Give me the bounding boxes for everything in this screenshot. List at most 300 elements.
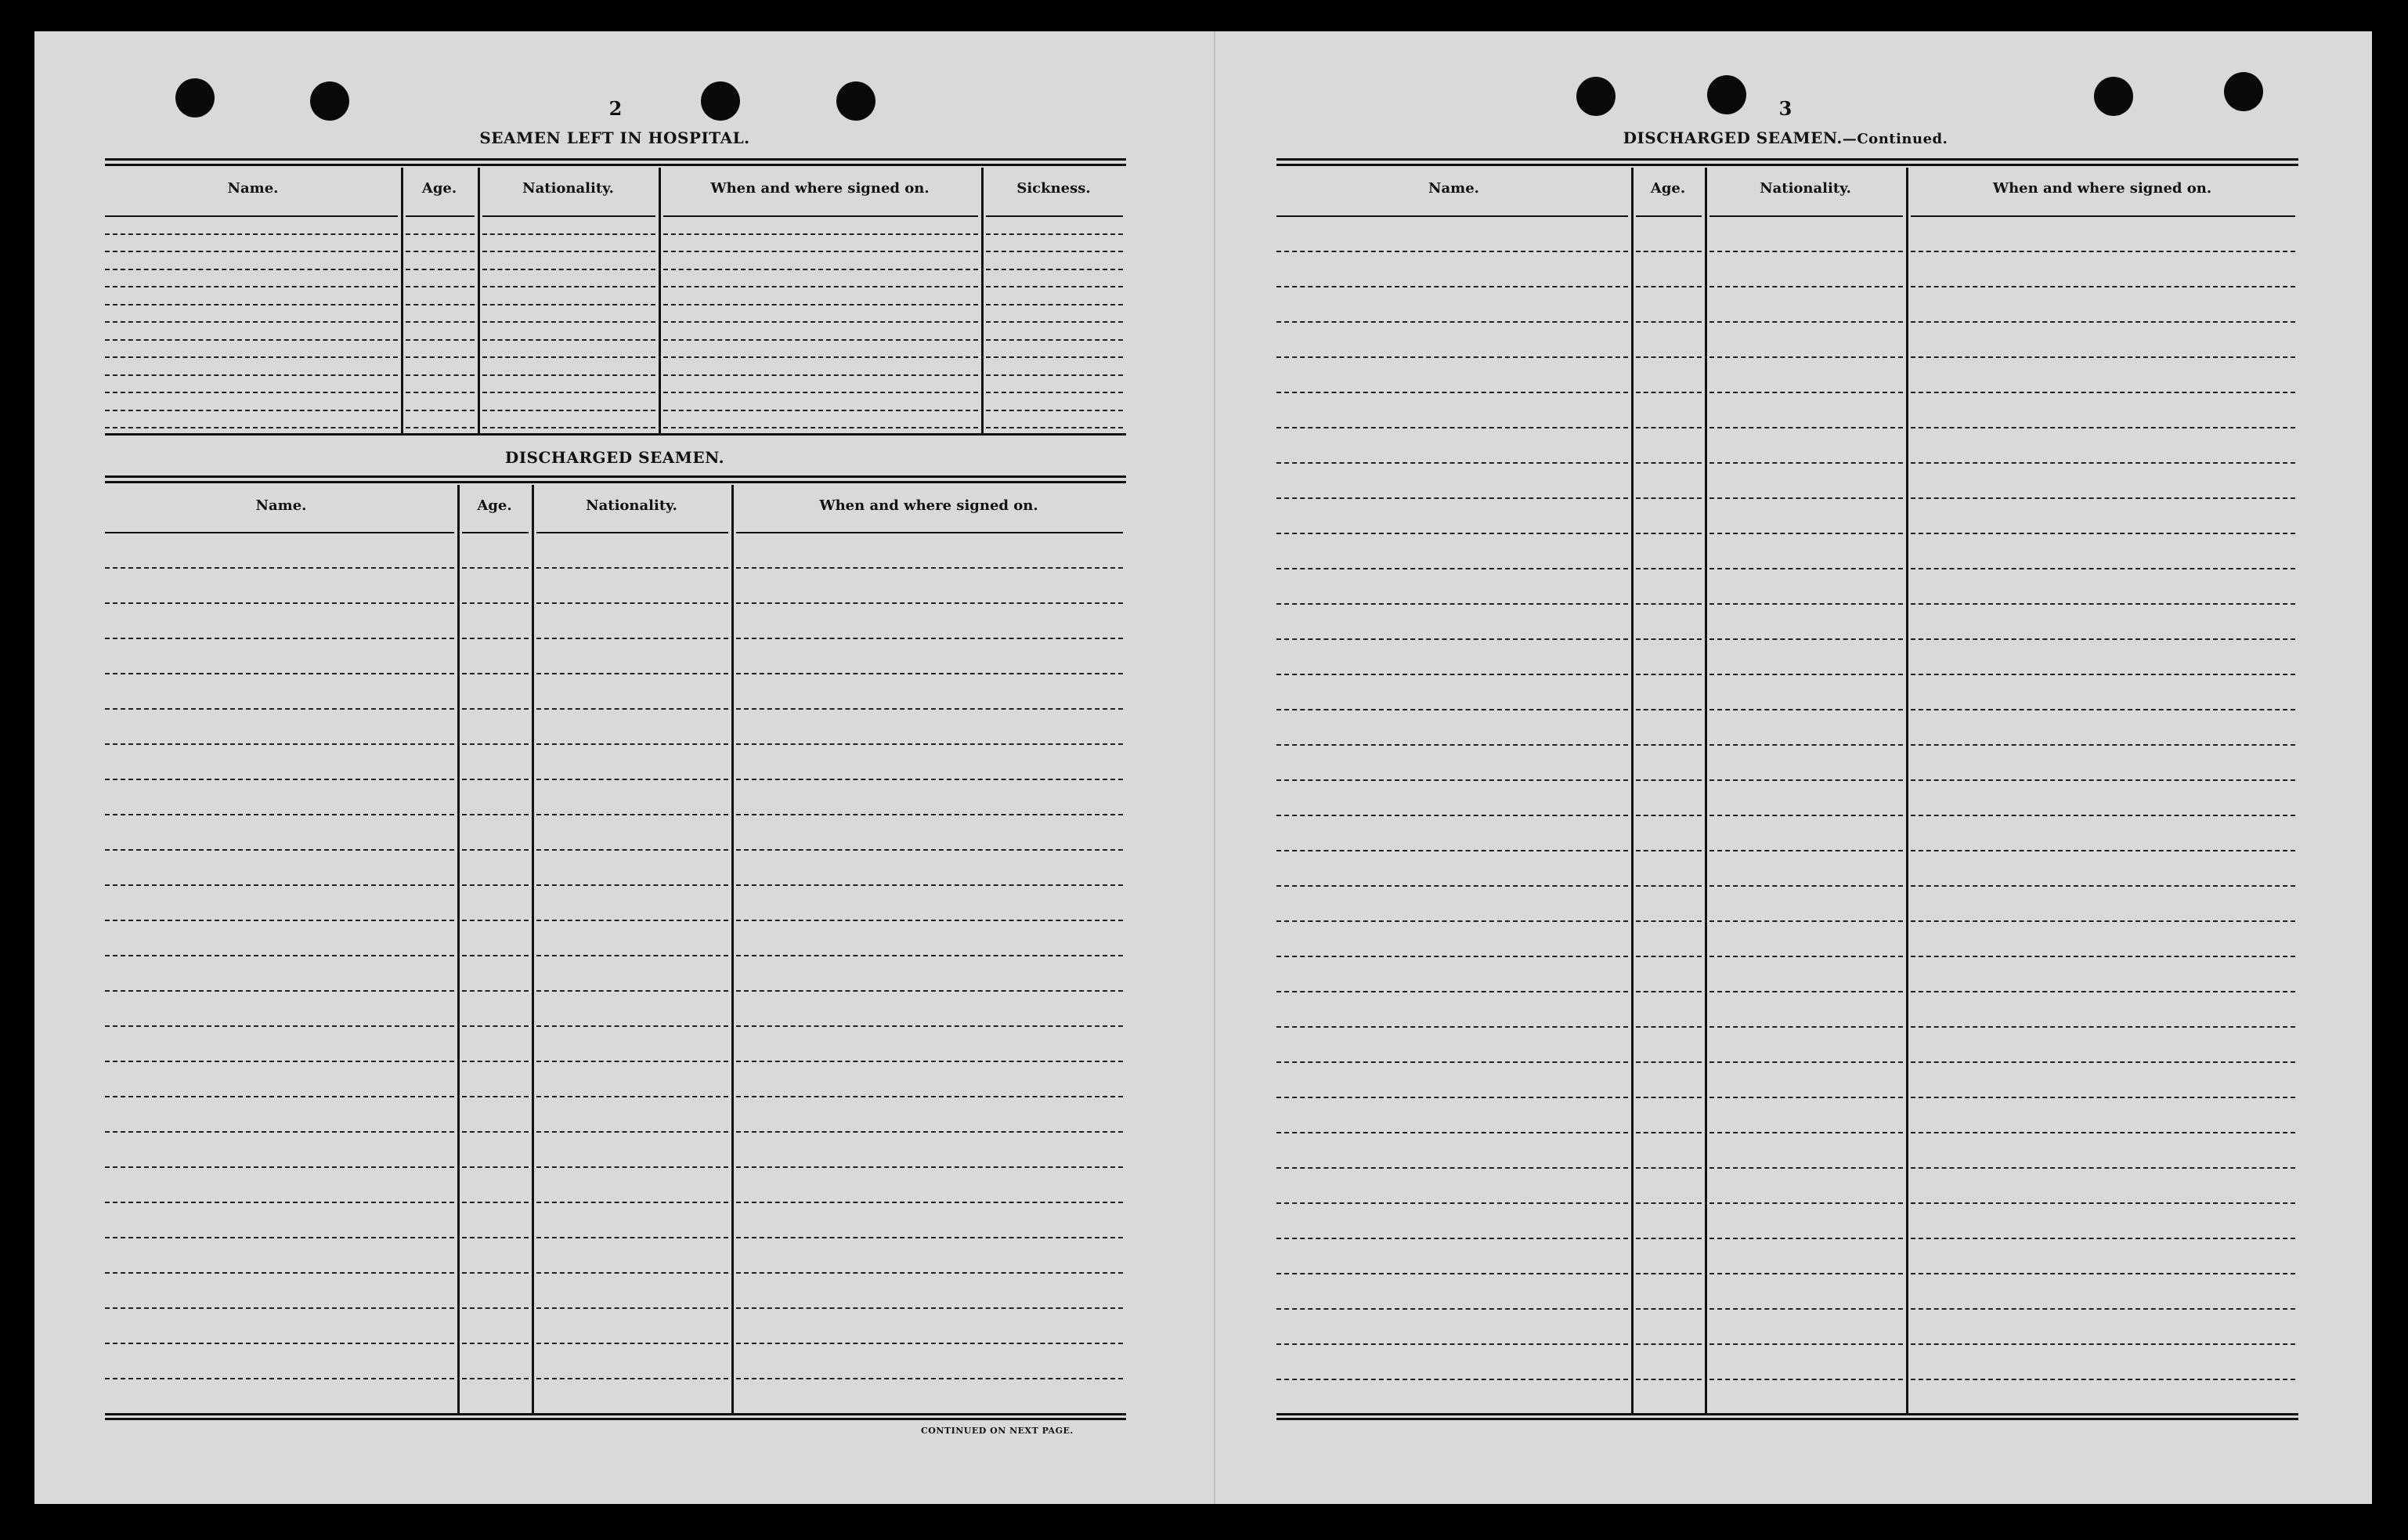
column-header: Nationality. [586,497,677,514]
entry-line [1636,850,1702,851]
entry-line [1911,1061,2295,1063]
entry-line [1636,1308,1702,1310]
entry-line [1636,991,1702,992]
entry-line [462,814,529,815]
entry-line [462,920,529,921]
entry-line [105,638,454,639]
entry-line [1911,1097,2295,1098]
entry-line [1911,603,2295,605]
entry-line [663,410,978,411]
entry-line [105,955,454,956]
entry-line [1911,568,2295,569]
entry-line [1911,392,2295,393]
entry-line [663,374,978,376]
entry-line [482,356,655,358]
entry-line [1911,1308,2295,1310]
entry-line [462,673,529,674]
entry-line [1276,462,1628,464]
entry-line [105,1307,454,1309]
entry-line [1911,533,2295,534]
entry-line [1911,885,2295,887]
entry-line [1636,1202,1702,1204]
entry-line [1911,1026,2295,1028]
entry-line [1709,321,1903,323]
bottom-rule [105,433,1126,436]
entry-line [1636,568,1702,569]
entry-line [1276,1379,1628,1380]
entry-line [1709,638,1903,640]
entry-line [462,743,529,745]
entry-line [1636,956,1702,957]
entry-line [1709,744,1903,746]
entry-line [736,1272,1123,1274]
entry-line [1636,744,1702,746]
bottom-rule [1276,1413,2298,1415]
entry-line [663,233,978,235]
column-header: Age. [477,497,512,514]
entry-line [1709,815,1903,816]
entry-line [105,1272,454,1274]
entry-line [1709,462,1903,464]
page-number-left: 2 [608,97,623,120]
entry-line [1636,497,1702,499]
entry-line [482,304,655,305]
column-header: Name. [255,497,307,514]
entry-line [986,374,1123,376]
entry-line [482,233,655,235]
entry-line [1276,920,1628,922]
entry-line [462,1237,529,1238]
column-header: When and where signed on. [819,497,1038,514]
entry-line [986,339,1123,341]
entry-line [1709,603,1903,605]
entry-line [1276,1273,1628,1274]
entry-line [105,602,454,604]
entry-line [536,602,728,604]
entry-line [536,1131,728,1133]
entry-line [1709,497,1903,499]
entry-line [1911,920,2295,922]
entry-line [736,1096,1123,1097]
entry-line [105,321,398,323]
entry-line [1636,356,1702,358]
entry-line [736,920,1123,921]
entry-line [105,1237,454,1238]
entry-line [663,286,978,287]
entry-line [736,779,1123,780]
entry-line [105,427,398,428]
entry-line [1276,1167,1628,1169]
entry-line [462,1131,529,1133]
entry-line [1709,1238,1903,1239]
top-rule [105,164,1126,166]
entry-line [986,427,1123,428]
header-underline [536,532,728,533]
bottom-rule [1276,1418,2298,1420]
binder-hole [836,81,875,121]
entry-line [536,1272,728,1274]
entry-line [736,990,1123,992]
column-header: When and where signed on. [710,180,930,197]
column-header: Name. [1428,180,1479,197]
entry-line [105,708,454,710]
entry-line [1636,1167,1702,1169]
entry-line [1911,779,2295,781]
entry-line [536,1096,728,1097]
discharged-section-title-right [1590,128,1981,147]
binder-hole [1707,75,1746,114]
entry-line [736,1025,1123,1027]
entry-line [406,374,475,376]
binder-hole [2094,77,2133,116]
entry-line [462,1343,529,1344]
entry-line [105,920,454,921]
entry-line [1636,709,1702,710]
entry-line [1276,850,1628,851]
entry-line [536,673,728,674]
entry-line [1276,779,1628,781]
entry-line [736,1061,1123,1062]
entry-line [663,321,978,323]
entry-line [1709,286,1903,287]
entry-line [1709,991,1903,992]
entry-line [1276,568,1628,569]
entry-line [1709,1202,1903,1204]
entry-line [462,1061,529,1062]
entry-line [1276,744,1628,746]
entry-line [462,638,529,639]
header-underline [1911,215,2295,217]
top-rule [1276,158,2298,161]
top-rule [105,481,1126,483]
header-underline [105,532,454,533]
entry-line [482,339,655,341]
entry-line [1636,321,1702,323]
entry-line [482,392,655,393]
entry-line [1709,356,1903,358]
entry-line [1911,1238,2295,1239]
entry-line [105,1378,454,1379]
entry-line [1709,533,1903,534]
entry-line [1911,1132,2295,1133]
entry-line [406,286,475,287]
entry-line [1911,251,2295,252]
entry-line [105,1343,454,1344]
column-header: Name. [227,180,279,197]
entry-line [536,955,728,956]
column-divider [1631,168,1634,1413]
column-header: When and where signed on. [1992,180,2212,197]
entry-line [536,814,728,815]
entry-line [536,779,728,780]
entry-line [536,1166,728,1168]
entry-line [105,251,398,252]
header-underline [1709,215,1903,217]
entry-line [406,321,475,323]
entry-line [1709,568,1903,569]
entry-line [1636,533,1702,534]
page-fold [1214,31,1215,1504]
entry-line [462,708,529,710]
entry-line [105,339,398,341]
entry-line [1911,850,2295,851]
entry-line [482,286,655,287]
header-underline [736,532,1123,533]
entry-line [536,638,728,639]
entry-line [986,251,1123,252]
entry-line [1709,1308,1903,1310]
entry-line [536,1307,728,1309]
entry-line [736,1378,1123,1379]
hospital-section-title: SEAMEN LEFT IN HOSPITAL. [479,128,750,147]
entry-line [482,427,655,428]
entry-line [1911,1202,2295,1204]
entry-line [1276,1238,1628,1239]
column-divider [401,168,403,433]
column-header: Sickness. [1016,180,1091,197]
entry-line [663,251,978,252]
entry-line [1911,1379,2295,1380]
entry-line [1276,321,1628,323]
entry-line [1276,709,1628,710]
entry-line [536,1237,728,1238]
entry-line [105,814,454,815]
header-underline [406,215,475,217]
header-underline [663,215,978,217]
entry-line [462,1307,529,1309]
binder-hole [2224,72,2263,111]
entry-line [105,269,398,270]
entry-line [1709,1167,1903,1169]
entry-line [1636,1132,1702,1133]
header-underline [986,215,1123,217]
header-underline [105,215,398,217]
entry-line [105,356,398,358]
entry-line [536,1025,728,1027]
entry-line [482,269,655,270]
entry-line [736,1202,1123,1203]
entry-line [1276,1097,1628,1098]
ledger-sheet [34,31,2372,1504]
entry-line [536,1378,728,1379]
entry-line [736,1307,1123,1309]
entry-line [536,708,728,710]
entry-line [462,1378,529,1379]
discharged-section-title-left: DISCHARGED SEAMEN. [504,448,725,467]
entry-line [1636,1061,1702,1063]
entry-line [1911,744,2295,746]
entry-line [462,567,529,569]
entry-line [1709,1343,1903,1345]
entry-line [1911,1343,2295,1345]
continued-footer: CONTINUED ON NEXT PAGE. [921,1426,1074,1436]
entry-line [482,374,655,376]
entry-line [663,269,978,270]
entry-line [406,356,475,358]
entry-line [1911,956,2295,957]
entry-line [105,673,454,674]
entry-line [1709,709,1903,710]
entry-line [736,638,1123,639]
entry-line [1276,1026,1628,1028]
entry-line [105,1096,454,1097]
binder-hole [175,78,215,117]
entry-line [1636,603,1702,605]
entry-line [1709,1026,1903,1028]
entry-line [1276,533,1628,534]
entry-line [663,339,978,341]
entry-line [1636,1273,1702,1274]
entry-line [462,602,529,604]
entry-line [1709,392,1903,393]
entry-line [1276,1061,1628,1063]
entry-line [1709,1097,1903,1098]
entry-line [736,955,1123,956]
entry-line [1276,885,1628,887]
entry-line [1276,392,1628,393]
entry-line [1276,1202,1628,1204]
column-divider [532,485,534,1413]
entry-line [1911,427,2295,428]
entry-line [1911,709,2295,710]
entry-line [1709,427,1903,428]
entry-line [406,427,475,428]
column-header: Nationality. [1760,180,1851,197]
entry-line [105,233,398,235]
entry-line [1276,497,1628,499]
entry-line [536,884,728,886]
entry-line [1911,638,2295,640]
entry-line [1276,356,1628,358]
entry-line [1709,1379,1903,1380]
top-rule [105,475,1126,478]
column-divider [1705,168,1707,1413]
entry-line [1636,1238,1702,1239]
entry-line [536,1061,728,1062]
entry-line [1911,1273,2295,1274]
entry-line [1709,674,1903,675]
entry-line [1709,920,1903,922]
entry-line [1276,1343,1628,1345]
entry-line [736,743,1123,745]
header-underline [462,532,529,533]
entry-line [1911,497,2295,499]
entry-line [986,233,1123,235]
entry-line [986,269,1123,270]
binder-hole [701,81,740,121]
entry-line [105,410,398,411]
entry-line [462,884,529,886]
bottom-rule [105,1418,1126,1420]
entry-line [105,1166,454,1168]
entry-line [482,251,655,252]
column-header: Nationality. [522,180,614,197]
entry-line [105,392,398,393]
entry-line [1911,356,2295,358]
entry-line [105,304,398,305]
entry-line [736,1166,1123,1168]
entry-line [1636,251,1702,252]
entry-line [1636,392,1702,393]
header-underline [482,215,655,217]
entry-line [536,1343,728,1344]
entry-line [986,304,1123,305]
entry-line [105,1202,454,1203]
top-rule [105,158,1126,161]
entry-line [462,955,529,956]
entry-line [736,708,1123,710]
entry-line [406,251,475,252]
entry-line [1276,815,1628,816]
entry-line [736,673,1123,674]
entry-line [1911,991,2295,992]
entry-line [406,233,475,235]
entry-line [1276,638,1628,640]
column-header: Age. [421,180,457,197]
entry-line [105,567,454,569]
entry-line [1709,885,1903,887]
column-divider [659,168,661,433]
entry-line [736,1131,1123,1133]
entry-line [1276,427,1628,428]
column-header: Age. [1650,180,1686,197]
header-underline [1276,215,1628,217]
entry-line [1276,991,1628,992]
entry-line [1709,1061,1903,1063]
entry-line [1276,251,1628,252]
entry-line [1636,815,1702,816]
page-number-right: 3 [1778,97,1792,120]
header-underline [1636,215,1702,217]
entry-line [1709,779,1903,781]
entry-line [1276,674,1628,675]
entry-line [482,321,655,323]
entry-line [105,286,398,287]
entry-line [1636,1026,1702,1028]
top-rule [1276,164,2298,166]
entry-line [462,1272,529,1274]
entry-line [1276,286,1628,287]
entry-line [1636,674,1702,675]
entry-line [462,1202,529,1203]
entry-line [1911,674,2295,675]
entry-line [663,427,978,428]
entry-line [1709,1132,1903,1133]
entry-line [1636,1097,1702,1098]
entry-line [1276,1132,1628,1133]
entry-line [1636,779,1702,781]
entry-line [536,849,728,851]
entry-line [1709,1273,1903,1274]
entry-line [1636,1379,1702,1380]
entry-line [663,356,978,358]
entry-line [105,1061,454,1062]
discharged-title-right-main: DISCHARGED SEAMEN. [1623,128,1843,147]
entry-line [406,269,475,270]
binder-hole [310,81,349,121]
entry-line [986,321,1123,323]
entry-line [1709,251,1903,252]
column-divider [478,168,480,433]
entry-line [462,1025,529,1027]
entry-line [1276,956,1628,957]
entry-line [1911,815,2295,816]
entry-line [1276,603,1628,605]
discharged-title-right-suffix: —Continued. [1842,131,1948,147]
entry-line [462,779,529,780]
entry-line [1636,1343,1702,1345]
entry-line [1911,286,2295,287]
